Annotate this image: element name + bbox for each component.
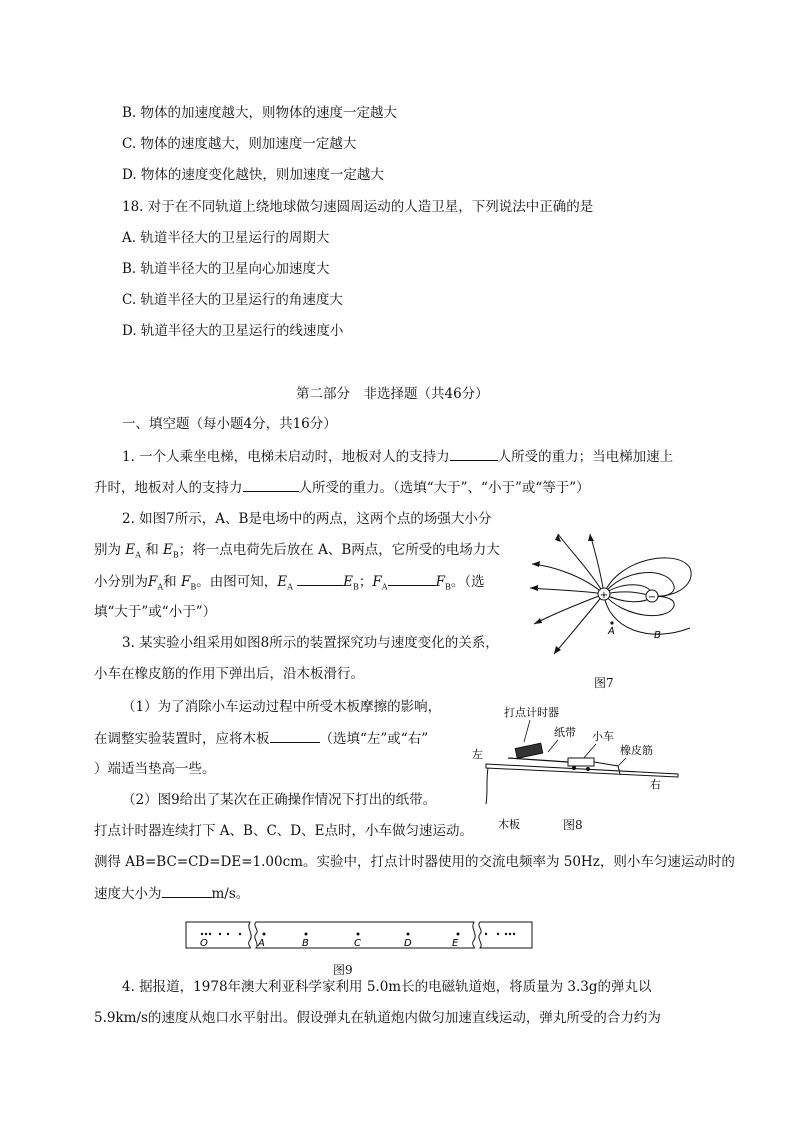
q3-part2-line4: 速度大小为 m/s。: [94, 886, 250, 902]
point-e-label: E: [452, 938, 459, 949]
timer-icon: [515, 743, 543, 758]
q2-line4: 填“大于”或“小于”）: [94, 604, 217, 620]
figure7-caption: 图7: [594, 676, 614, 690]
q3-line2: 小车在橡皮筋的作用下弹出后，沿木板滑行。: [94, 666, 364, 682]
q18-option-a: A. 轨道半径大的卫星运行的周期大: [122, 230, 330, 246]
label-b: B: [654, 630, 661, 641]
q3-part1-line1: （1）为了消除小车运动过程中所受木板摩擦的影响，: [122, 699, 442, 715]
q18-option-c: C. 轨道半径大的卫星运行的角速度大: [122, 292, 343, 308]
q3-part2-line3: 测得 AB=BC=CD=DE=1.00cm。实验中，打点计时器使用的交流电频率为 50Hz，则小车匀速运动时的: [94, 854, 735, 870]
figure9-caption: 图9: [333, 963, 353, 977]
label-tape: 纸带: [554, 726, 576, 739]
q3-part1-line3: ）端适当垫高一些。: [94, 761, 216, 777]
q4-line1: 4. 据报道，1978年澳大利亚科学家利用 5.0m长的电磁轨道炮，将质量为 3.3g的弹丸以: [122, 979, 652, 995]
q1-line2: 升时，地板对人的支持力 人所受的重力。（选填“大于”、“小于”或“等于”）: [94, 480, 590, 496]
q3-part2-line2: 打点计时器连续打下 A、B、C、D、E点时，小车做匀速运动。: [94, 823, 473, 839]
label-timer: 打点计时器: [504, 706, 559, 719]
point-a: [610, 621, 613, 624]
answer-blank: [297, 572, 343, 586]
point-o-label: O: [200, 938, 208, 949]
point-a-label: A: [258, 938, 265, 949]
q18-option-d: D. 轨道半径大的卫星运行的线速度小: [122, 323, 344, 339]
q17-option-b: B. 物体的加速度越大，则物体的速度一定越大: [122, 105, 398, 121]
q2-line2: 别为 $E_A$ 和 $E_B$；将一点电荷先后放在 A、B两点，它所受的电场力大: [94, 542, 500, 560]
point-c-label: C: [354, 938, 361, 949]
point-d-label: D: [404, 938, 412, 949]
minus-sign: −: [647, 592, 657, 603]
q17-option-c: C. 物体的速度越大，则加速度一定越大: [122, 136, 357, 152]
q18-option-b: B. 轨道半径大的卫星向心加速度大: [122, 261, 330, 277]
label-a: A: [608, 626, 615, 637]
paper-tape: [508, 758, 568, 762]
label-board: 木板: [498, 818, 520, 831]
figure8-caption: 图8: [563, 818, 583, 832]
label-left: 左: [472, 748, 483, 761]
support-block: [486, 768, 488, 804]
q2-line1: 2. 如图7所示，A、B是电场中的两点，这两个点的场强大小分: [122, 511, 492, 527]
label-cart: 小车: [592, 730, 614, 743]
answer-blank: [388, 572, 436, 586]
answer-blank: [162, 884, 212, 898]
figure9-paper-tape: [180, 914, 540, 956]
label-right: 右: [650, 778, 661, 791]
q2-line3: 小分别为$F_A$和 $F_B$。由图可知，$E_A$ $E_B$；$F_A$ $F_B$。（选: [94, 574, 485, 592]
point-b-label: B: [302, 938, 309, 949]
answer-blank: [450, 447, 498, 461]
answer-blank: [270, 729, 320, 743]
part2-title: 第二部分 非选择题（共46分）: [296, 386, 489, 402]
label-rubber: 橡皮筋: [620, 744, 653, 757]
q3-part2-line1: （2）图9给出了某次在正确操作情况下打出的纸带。: [122, 792, 437, 808]
q1-line1: 1. 一个人乘坐电梯，电梯未启动时，地板对人的支持力 人所受的重力；当电梯加速上: [122, 449, 674, 465]
q3-part1-line2: 在调整实验装置时，应将木板 （选填“左”或“右”: [94, 731, 429, 747]
cart-icon: [568, 758, 594, 766]
q18-stem: 18. 对于在不同轨道上绕地球做匀速圆周运动的人造卫星，下列说法中正确的是: [122, 199, 594, 215]
q17-option-d: D. 物体的速度变化越快，则加速度一定越大: [122, 167, 384, 183]
answer-blank: [243, 478, 299, 492]
plus-sign: +: [599, 590, 609, 601]
section-fill-blank: 一、填空题（每小题4分，共16分）: [122, 416, 337, 432]
figure7-electric-field: [528, 528, 696, 668]
q4-line2: 5.9km/s的速度从炮口水平射出。假设弹丸在轨道炮内做匀加速直线运动，弹丸所受的合力约为: [94, 1010, 661, 1026]
q3-line1: 3. 某实验小组采用如图8所示的装置探究功与速度变化的关系，: [122, 635, 499, 651]
